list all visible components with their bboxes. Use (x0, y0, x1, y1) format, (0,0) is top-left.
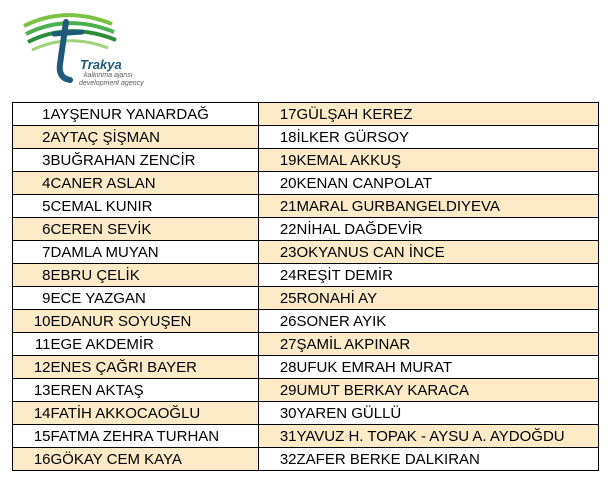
participant-name-left: EBRU ÇELİK (51, 264, 259, 287)
participant-name-right: GÜLŞAH KEREZ (297, 103, 599, 126)
row-number-right: 24 (259, 264, 297, 287)
participant-name-left: ENES ÇAĞRI BAYER (51, 356, 259, 379)
row-number-left: 7 (13, 241, 51, 264)
participant-name-right: KEMAL AKKUŞ (297, 149, 599, 172)
participant-name-right: ZAFER BERKE DALKIRAN (297, 448, 599, 471)
row-number-left: 6 (13, 218, 51, 241)
table-row (13, 172, 599, 195)
participant-name-left: BUĞRAHAN ZENCİR (51, 149, 259, 172)
participant-table-body (13, 103, 599, 471)
participant-name-right: İLKER GÜRSOY (297, 126, 599, 149)
table-row (13, 149, 599, 172)
participant-name-right: YAVUZ H. TOPAK - AYSU A. AYDOĞDU (297, 425, 599, 448)
table-row (13, 310, 599, 333)
participant-name-right: REŞİT DEMİR (297, 264, 599, 287)
table-row (13, 333, 599, 356)
row-number-right: 28 (259, 356, 297, 379)
row-number-left: 13 (13, 379, 51, 402)
row-number-left: 2 (13, 126, 51, 149)
participant-name-left: CEMAL KUNIR (51, 195, 259, 218)
participant-name-right: UFUK EMRAH MURAT (297, 356, 599, 379)
participant-name-right: SONER AYIK (297, 310, 599, 333)
table-row (13, 103, 599, 126)
logo-name: Trakya (80, 57, 122, 72)
participant-name-left: AYŞENUR YANARDAĞ (51, 103, 259, 126)
row-number-right: 20 (259, 172, 297, 195)
table-row (13, 264, 599, 287)
participant-table (12, 102, 599, 471)
participant-name-left: AYTAÇ ŞİŞMAN (51, 126, 259, 149)
row-number-right: 29 (259, 379, 297, 402)
participant-name-left: EREN AKTAŞ (51, 379, 259, 402)
row-number-left: 3 (13, 149, 51, 172)
row-number-right: 25 (259, 287, 297, 310)
row-number-left: 15 (13, 425, 51, 448)
table-row (13, 195, 599, 218)
row-number-right: 19 (259, 149, 297, 172)
row-number-left: 10 (13, 310, 51, 333)
row-number-right: 31 (259, 425, 297, 448)
table-row (13, 241, 599, 264)
row-number-right: 30 (259, 402, 297, 425)
participant-name-right: YAREN GÜLLÜ (297, 402, 599, 425)
participant-name-right: OKYANUS CAN İNCE (297, 241, 599, 264)
row-number-left: 5 (13, 195, 51, 218)
row-number-left: 12 (13, 356, 51, 379)
row-number-right: 27 (259, 333, 297, 356)
row-number-left: 16 (13, 448, 51, 471)
table-row (13, 287, 599, 310)
participant-name-right: RONAHİ AY (297, 287, 599, 310)
table-row (13, 126, 599, 149)
trakya-logo (22, 8, 172, 90)
table-row (13, 448, 599, 471)
row-number-right: 17 (259, 103, 297, 126)
participant-name-right: MARAL GURBANGELDIYEVA (297, 195, 599, 218)
participant-name-left: FATİH AKKOCAOĞLU (51, 402, 259, 425)
row-number-left: 8 (13, 264, 51, 287)
row-number-right: 22 (259, 218, 297, 241)
table-row (13, 218, 599, 241)
participant-name-left: GÖKAY CEM KAYA (51, 448, 259, 471)
row-number-left: 1 (13, 103, 51, 126)
row-number-right: 21 (259, 195, 297, 218)
table-row (13, 425, 599, 448)
table-row (13, 379, 599, 402)
participant-name-right: ŞAMİL AKPINAR (297, 333, 599, 356)
participant-name-left: FATMA ZEHRA TURHAN (51, 425, 259, 448)
table-row (13, 402, 599, 425)
logo-tagline-en: development agency (79, 80, 144, 87)
row-number-left: 11 (13, 333, 51, 356)
participant-name-left: EGE AKDEMİR (51, 333, 259, 356)
participant-name-left: CANER ASLAN (51, 172, 259, 195)
logo-tagline-tr: kalkınma ajansı (84, 72, 133, 79)
row-number-right: 32 (259, 448, 297, 471)
row-number-right: 26 (259, 310, 297, 333)
participant-name-right: UMUT BERKAY KARACA (297, 379, 599, 402)
participant-name-left: DAMLA MUYAN (51, 241, 259, 264)
table-row (13, 356, 599, 379)
participant-name-left: EDANUR SOYUŞEN (51, 310, 259, 333)
row-number-left: 14 (13, 402, 51, 425)
row-number-left: 4 (13, 172, 51, 195)
row-number-right: 18 (259, 126, 297, 149)
participant-name-right: NİHAL DAĞDEVİR (297, 218, 599, 241)
row-number-left: 9 (13, 287, 51, 310)
participant-name-left: ECE YAZGAN (51, 287, 259, 310)
participant-name-right: KENAN CANPOLAT (297, 172, 599, 195)
participant-name-left: CEREN SEVİK (51, 218, 259, 241)
row-number-right: 23 (259, 241, 297, 264)
